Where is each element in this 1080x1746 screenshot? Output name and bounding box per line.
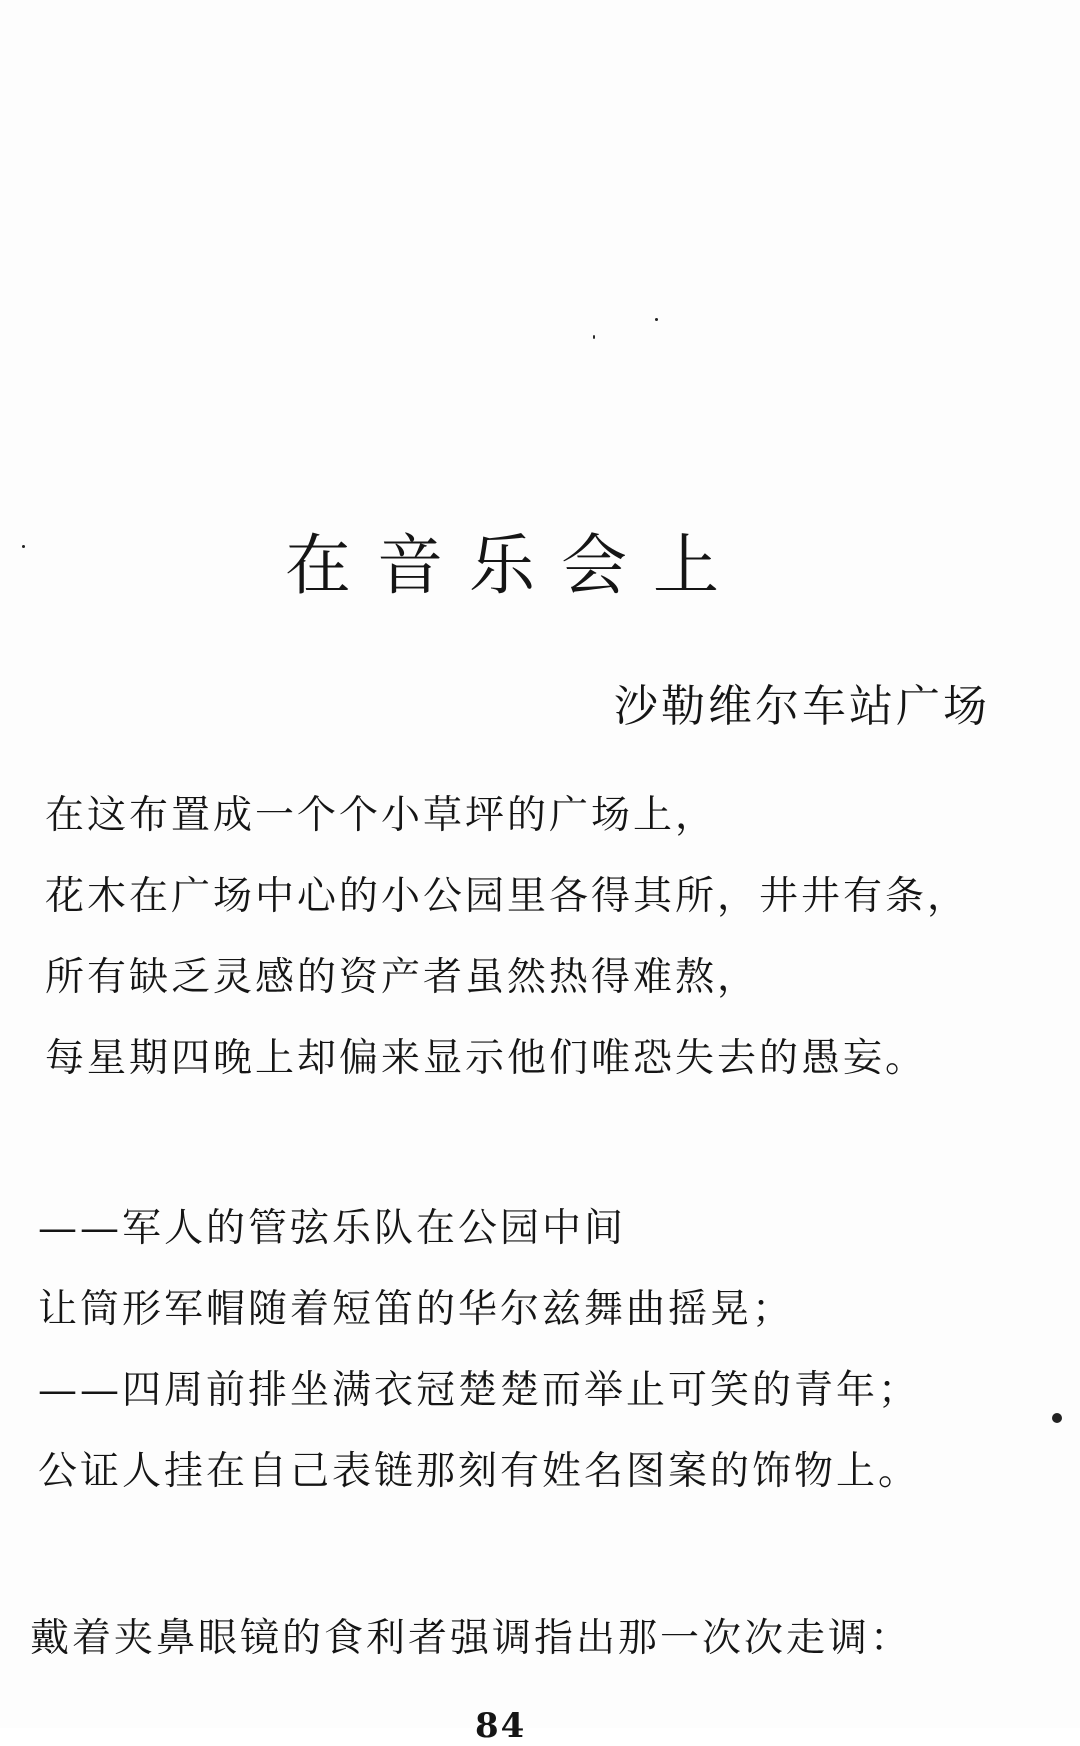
verse-line: 让筒形军帽随着短笛的华尔兹舞曲摇晃； xyxy=(38,1287,795,1332)
verse-line: ——军人的管弦乐队在公园中间 xyxy=(38,1206,627,1251)
stanza-2 xyxy=(38,1188,1038,1512)
stanza-1 xyxy=(45,775,1045,1099)
verse-line: 戴着夹鼻眼镜的食利者强调指出那一次次走调： xyxy=(30,1616,913,1661)
verse-line: 花木在广场中心的小公园里各得其所，井井有条， xyxy=(45,874,970,919)
scan-speck xyxy=(655,318,658,321)
scan-speck xyxy=(593,335,595,339)
scan-speck xyxy=(1052,1413,1062,1423)
poem-subtitle: 沙勒维尔车站广场 xyxy=(614,681,990,732)
verse-line: 公证人挂在自己表链那刻有姓名图案的饰物上。 xyxy=(38,1449,921,1494)
verse-line: 在这布置成一个个小草坪的广场上， xyxy=(45,793,718,838)
poem-title: 在音乐会上 xyxy=(285,527,745,605)
scan-speck xyxy=(22,545,25,548)
verse-line: ——四周前排坐满衣冠楚楚而举止可笑的青年； xyxy=(38,1368,921,1413)
stanza-3 xyxy=(30,1598,1030,1679)
verse-line: 所有缺乏灵感的资产者虽然热得难熬， xyxy=(45,955,760,1000)
page-number: 84 xyxy=(475,1706,527,1746)
verse-line: 每星期四晚上却偏来显示他们唯恐失去的愚妄。 xyxy=(45,1036,928,1081)
